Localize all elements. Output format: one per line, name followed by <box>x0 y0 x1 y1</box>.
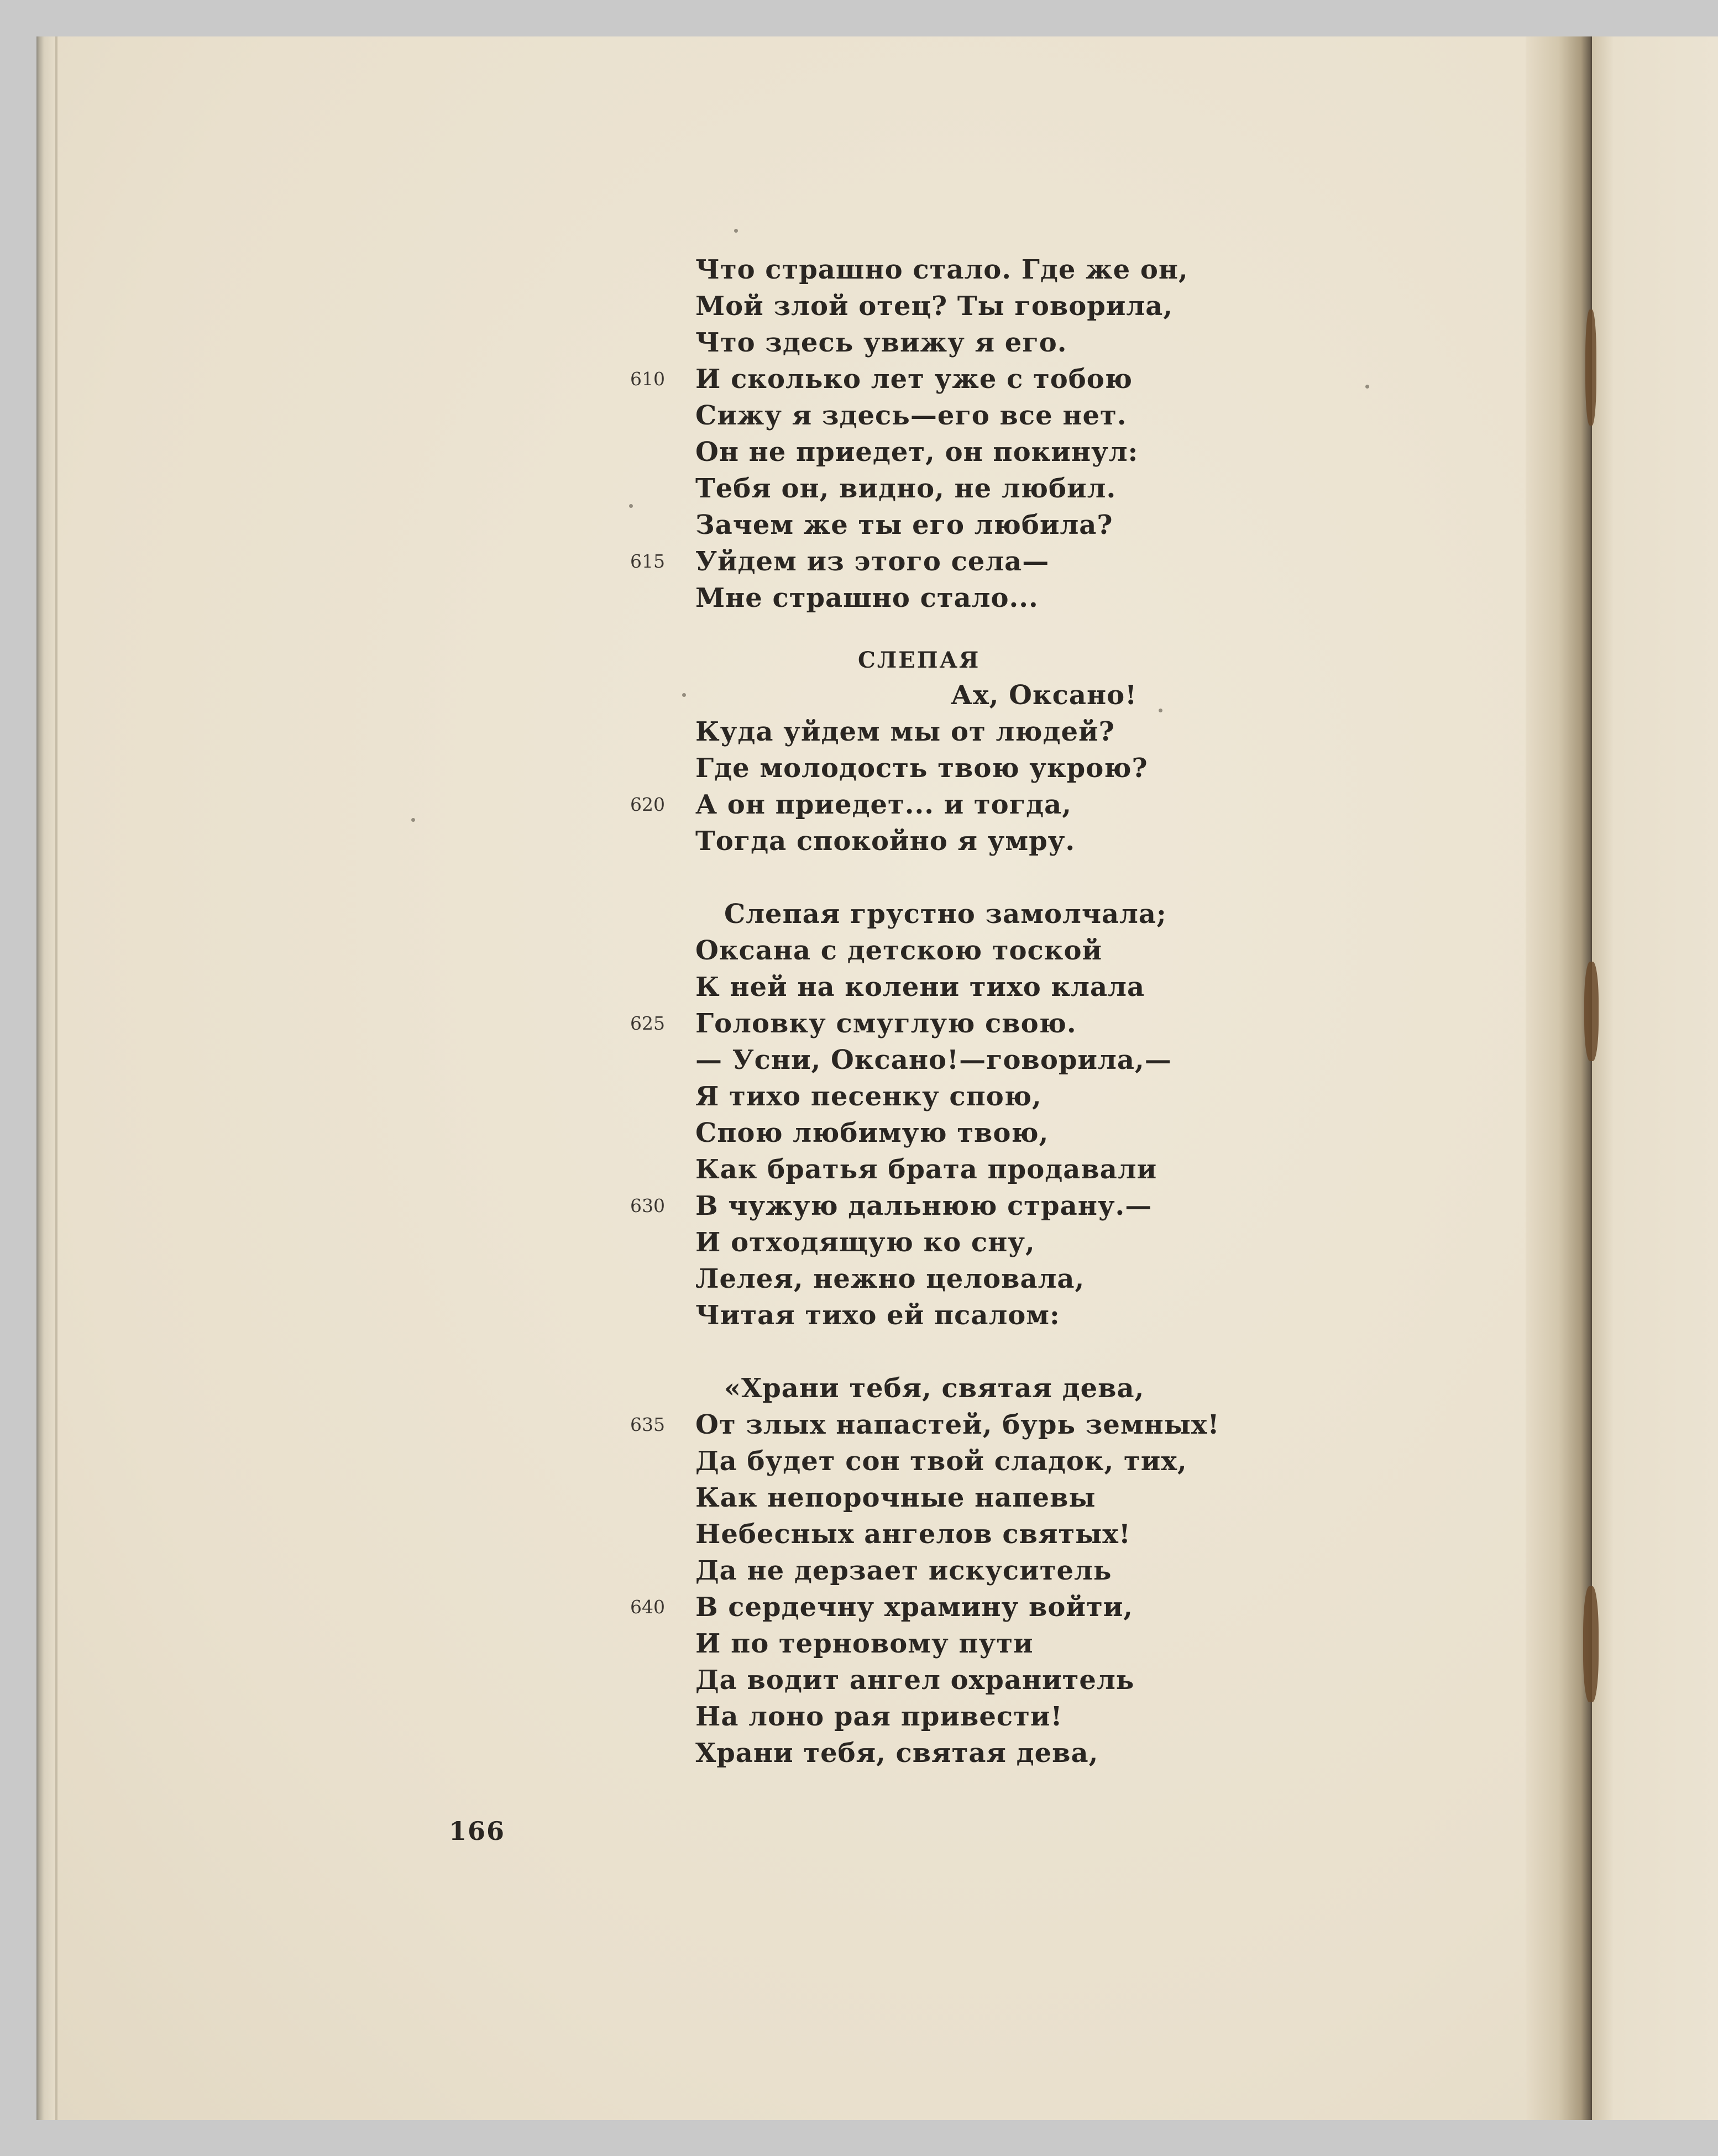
book-gutter <box>1526 36 1592 2120</box>
line-text: Слепая грустно замолчала; <box>724 899 1167 930</box>
binding-stain <box>1584 962 1599 1061</box>
line-text: Да не дерзает искуситель <box>695 1555 1112 1586</box>
poem-line <box>695 932 1248 969</box>
poem-line <box>695 1261 1248 1297</box>
paper-speck <box>629 504 633 508</box>
stanza-a <box>630 251 1248 616</box>
line-text: Уйдем из этого села— <box>695 546 1050 577</box>
line-number: 625 <box>630 1013 665 1034</box>
line-text: В сердечну храмину войти, <box>695 1592 1134 1623</box>
poem-line <box>695 896 1248 932</box>
line-text: Тебя он, видно, не любил. <box>695 473 1117 504</box>
poem-line <box>695 1042 1248 1078</box>
line-number: 610 <box>630 368 665 390</box>
line-text: — Усни, Оксано!—говорила,— <box>695 1045 1172 1076</box>
poem-line <box>695 1443 1248 1480</box>
poem-line <box>695 397 1248 434</box>
paper-speck <box>682 693 686 697</box>
poem-line <box>695 969 1248 1005</box>
line-text: Куда уйдем мы от людей? <box>695 716 1115 747</box>
poem-text <box>630 251 1248 1771</box>
poem-line <box>695 714 1248 750</box>
poem-line <box>695 1151 1248 1188</box>
line-text: Читая тихо ей псалом: <box>695 1300 1060 1331</box>
page-left-rule <box>55 36 57 2120</box>
poem-line <box>695 677 1248 714</box>
line-text: Храни тебя, святая дева, <box>695 1738 1099 1769</box>
binding-stain <box>1583 1586 1599 1702</box>
poem-line <box>630 1188 1248 1224</box>
stanza-b <box>630 677 1248 859</box>
poem-line <box>695 1662 1248 1698</box>
paper-speck <box>411 818 415 822</box>
poem-line <box>695 1297 1248 1334</box>
line-text: Зачем же ты его любила? <box>695 510 1113 541</box>
line-text: Что страшно стало. Где же он, <box>695 254 1188 285</box>
line-number: 640 <box>630 1596 665 1618</box>
speaker-name: СЛЕПАЯ <box>858 647 981 673</box>
line-text: Ах, Оксано! <box>951 680 1138 711</box>
poem-line <box>695 324 1248 361</box>
poem-line <box>630 1005 1248 1042</box>
line-text: И отходящую ко сну, <box>695 1227 1035 1258</box>
poem-line <box>630 1407 1248 1443</box>
line-text: Оксана с детскою тоской <box>695 935 1103 966</box>
line-text: «Храни тебя, святая дева, <box>724 1373 1145 1404</box>
poem-line <box>695 470 1248 507</box>
line-number: 635 <box>630 1414 665 1435</box>
stanza-gap <box>695 1334 1248 1370</box>
stanza-gap <box>695 859 1248 896</box>
poem-line <box>630 543 1248 580</box>
line-text: Мне страшно стало... <box>695 583 1039 613</box>
line-number: 630 <box>630 1195 665 1216</box>
line-number: 615 <box>630 550 665 572</box>
stanza-c <box>630 896 1248 1334</box>
stanza-gap <box>695 616 1248 641</box>
line-text: Спою любимую твою, <box>695 1118 1049 1148</box>
poem-line <box>695 434 1248 470</box>
poem-line <box>695 1370 1248 1407</box>
poem-line <box>695 1552 1248 1589</box>
line-text: Сижу я здесь—его все нет. <box>695 400 1127 431</box>
paper-speck <box>1365 385 1369 389</box>
line-text: Головку смуглую свою. <box>695 1008 1077 1039</box>
poem-line <box>695 580 1248 616</box>
line-text: В чужую дальнюю страну.— <box>695 1190 1153 1221</box>
next-page-edge <box>1592 36 1718 2120</box>
poem-line <box>695 251 1248 288</box>
line-text: Где молодость твою укрою? <box>695 753 1148 784</box>
line-text: А он приедет... и тогда, <box>695 789 1072 820</box>
poem-line <box>695 1516 1248 1552</box>
line-text: Тогда спокойно я умру. <box>695 826 1076 857</box>
poem-line <box>695 1078 1248 1115</box>
page-number: 166 <box>449 1816 506 1846</box>
line-text: Небесных ангелов святых! <box>695 1519 1131 1550</box>
line-text: Что здесь увижу я его. <box>695 327 1067 358</box>
poem-line <box>695 1115 1248 1151</box>
page-left-edge <box>36 36 55 2120</box>
line-text: Да водит ангел охранитель <box>695 1665 1135 1696</box>
line-text: От злых напастей, бурь земных! <box>695 1409 1220 1440</box>
line-text: Он не приедет, он покинул: <box>695 437 1139 468</box>
line-text: Как непорочные напевы <box>695 1482 1096 1513</box>
poem-line <box>630 361 1248 397</box>
poem-line <box>695 1224 1248 1261</box>
line-text: Да будет сон твой сладок, тих, <box>695 1446 1187 1477</box>
poem-line <box>630 786 1248 823</box>
poem-line <box>695 507 1248 543</box>
line-text: Лелея, нежно целовала, <box>695 1263 1085 1294</box>
line-text: Как братья брата продавали <box>695 1154 1157 1185</box>
poem-line <box>630 1589 1248 1625</box>
poem-line <box>695 750 1248 786</box>
line-text: Мой злой отец? Ты говорила, <box>695 291 1174 322</box>
poem-line <box>695 288 1248 324</box>
poem-line <box>695 1625 1248 1662</box>
poem-line <box>695 823 1248 859</box>
poem-line <box>695 1735 1248 1771</box>
speaker-line <box>695 641 1248 677</box>
line-text: Я тихо песенку спою, <box>695 1081 1042 1112</box>
stanza-d <box>630 1370 1248 1771</box>
line-text: И по терновому пути <box>695 1628 1034 1659</box>
poem-line <box>695 1698 1248 1735</box>
paper-speck <box>734 229 738 233</box>
line-text: И сколько лет уже с тобою <box>695 364 1133 395</box>
binding-stain <box>1585 310 1596 426</box>
poem-line <box>695 1480 1248 1516</box>
line-text: На лоно рая привести! <box>695 1701 1063 1732</box>
line-number: 620 <box>630 794 665 815</box>
line-text: К ней на колени тихо клала <box>695 972 1145 1003</box>
